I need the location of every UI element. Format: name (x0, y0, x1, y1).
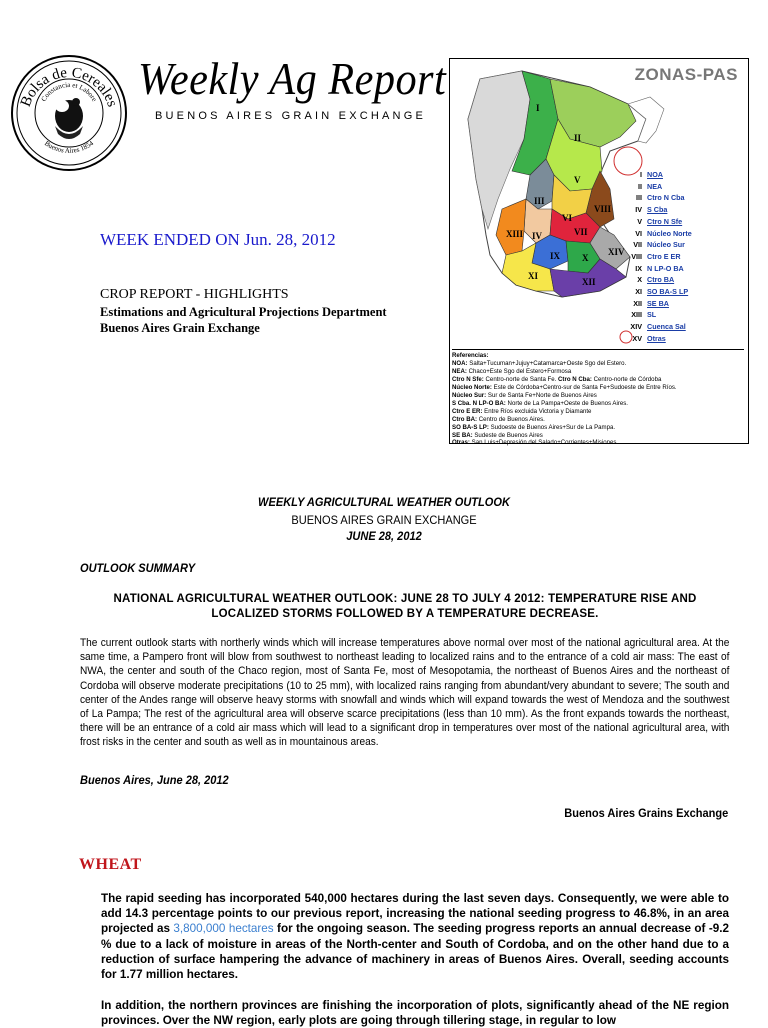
reference-key: SE BA: (452, 431, 473, 439)
legend-numeral: II (638, 181, 642, 191)
legend-numeral: V (637, 216, 642, 226)
legend-numeral: VIII (631, 251, 642, 261)
legend-numeral: X (637, 275, 642, 285)
legend-row (620, 239, 692, 251)
reference-text: Centro-norte de Córdoba (593, 375, 662, 383)
legend-zone-label: Núcleo Sur (647, 240, 685, 250)
outlook-place-date: Buenos Aires, June 28, 2012 (80, 773, 229, 787)
legend-zone-label[interactable]: Ctro N Sfe (647, 216, 683, 226)
wheat-heading: WHEAT (79, 856, 142, 873)
reference-line (452, 384, 744, 392)
legend-numeral: XIV (630, 322, 642, 332)
reference-text: Entre Ríos excluida Victoria y Diamante (484, 407, 592, 415)
legend-zone-label[interactable]: Ctro BA (647, 275, 675, 285)
outlook-headline: NATIONAL AGRICULTURAL WEATHER OUTLOOK: JUNE 28 TO JULY 4 2012: TEMPERATURE RISE AND LOCALIZED STORMS FOLLOWED BY A TEMPERATURE DECREASE. (113, 593, 697, 620)
reference-key: Núcleo Norte: (452, 383, 492, 391)
legend-zone-label: N LP-O BA (647, 263, 684, 273)
legend-zone-label: Ctro N Cba (647, 193, 685, 203)
department-line: Estimations and Agricultural Projections Department (100, 305, 387, 319)
reference-text: Salta+Tucuman+Jujuy+Catamarca+Oeste Sgo del Estero. (469, 359, 627, 367)
wheat-paragraph-1 (101, 891, 729, 982)
legend-row (620, 181, 692, 193)
reference-line (452, 424, 744, 432)
legend-numeral: XV (632, 333, 642, 343)
reference-text: Centro de Buenos Aires. (478, 415, 545, 423)
legend-zone-label: Ctro E ER (647, 251, 681, 261)
reference-key: Ctro E ER: (452, 407, 483, 415)
zone-numeral: IV (532, 231, 543, 241)
legend-numeral: XI (635, 287, 642, 297)
outlook-signature: Buenos Aires Grains Exchange (563, 806, 728, 820)
legend-zone-label[interactable]: SO BA-S LP (647, 287, 689, 297)
seal-text-top: Bolsa de Cereales (17, 64, 121, 109)
reference-text: Este de Córdoba+Centro-sur de Santa Fe+Sudoeste de Entre Ríos. (493, 383, 677, 391)
reference-key: Ctro N Cba: (558, 375, 592, 383)
zone-numeral: II (574, 133, 582, 143)
reference-line (452, 376, 744, 384)
zone-numeral: XII (582, 277, 596, 287)
legend-row (620, 298, 692, 310)
reference-line (452, 392, 744, 400)
zone-numeral: VIII (594, 204, 612, 214)
legend-row (620, 321, 692, 333)
legend-numeral: VI (635, 228, 642, 238)
legend-zone-label: SL (647, 310, 657, 320)
reference-line (452, 416, 744, 424)
outlook-body: The current outlook starts with northerly winds which will increase temperatures above normal over most of the national agricultural area. At the same time, a Pampero front will blow from southwest to northeast leading to localized rains and to the entrance of a cold air mass: The east of NWA, the center and south of the Chaco region, most of Santa Fe, most of Mesopotamia, the northeast of Buenos Aires and the northeast of Cordoba will observe moderate precipitations (10 to 25 mm), with localized rains ranging from abundant/very abundant to severe; The south and center of the Andes range will observe heavy storms with snowfall and winds which will expand towards the west of Mendoza and the southwest of La Pampa; The rest of the agricultural area will observe scarce precipitations (less than 10 mm). As the front expands towards the northeast, there will be an entrance of a cold air mass which will lead to a significant drop in temperatures over most of the national agricultural area, with frost risks in the center and south as well as in mountainous areas. (80, 637, 730, 749)
reference-key: Ctro N Sfe: (452, 375, 484, 383)
reference-line (452, 368, 744, 376)
legend-zone-label[interactable]: NOA (647, 170, 663, 179)
reference-text: Norte de La Pampa+Oeste de Buenos Aires. (507, 399, 628, 407)
reference-text: Sudoeste de Buenos Aires+Sur de La Pampa. (490, 423, 616, 431)
legend-numeral: VII (633, 240, 642, 250)
reference-line (452, 432, 744, 440)
map-references (452, 349, 744, 447)
map-title: ZONAS-PAS (634, 65, 738, 84)
outlook-summary-label: OUTLOOK SUMMARY (80, 561, 196, 575)
zone-numeral: III (534, 196, 545, 206)
report-subtitle: BUENOS AIRES GRAIN EXCHANGE (155, 110, 426, 122)
reference-text: Centro-norte de Santa Fe. (485, 375, 557, 383)
legend-row (620, 309, 692, 321)
zone-numeral: V (574, 175, 581, 185)
legend-zone-label[interactable]: Cuenca Sal (647, 322, 686, 332)
seal-text-motto: Constancia et Labore (39, 80, 99, 103)
reference-text: Sudeste de Buenos Aires (474, 431, 543, 439)
legend-row (620, 169, 692, 181)
legend-row (620, 263, 692, 275)
outlook-date: JUNE 28, 2012 (346, 529, 422, 543)
reference-key: NEA: (452, 367, 467, 375)
legend-zone-label[interactable]: SE BA (647, 298, 669, 308)
zone-numeral: IX (550, 251, 561, 261)
zone-numeral: XI (528, 271, 539, 281)
reference-line (452, 408, 744, 416)
argentina-zones-map (450, 59, 748, 349)
zone-numeral: XIV (608, 247, 625, 257)
legend-numeral: IV (635, 205, 642, 215)
crop-report-heading: CROP REPORT - HIGHLIGHTS (100, 287, 289, 302)
wheat-p1-text: The rapid seeding has incorporated 540,000 hectares during the last seven days. Consequently, we were able to add 14.3 percentage points to our previous report, increasing the national seeding progress to 46.8%, in an area projected as (101, 892, 729, 936)
reference-key: Ctro BA: (452, 415, 478, 423)
zone-numeral: VII (574, 227, 588, 237)
map-legend (620, 169, 692, 345)
legend-row (620, 251, 692, 263)
legend-zone-label[interactable]: Otras (647, 333, 666, 343)
seal-text-bottom: Buenos Aires 1854 (42, 139, 96, 155)
reference-text: Sur de Santa Fe+Norte de Buenos Aires (487, 391, 597, 399)
report-title: Weekly Ag Report (138, 53, 447, 104)
legend-numeral: XIII (631, 310, 642, 320)
refs-title: Referencias: (452, 352, 489, 359)
legend-numeral: IX (635, 263, 642, 273)
legend-numeral: XII (633, 298, 642, 308)
outlook-organization: BUENOS AIRES GRAIN EXCHANGE (291, 513, 477, 527)
zone-numeral: I (536, 103, 540, 113)
legend-row (620, 286, 692, 298)
reference-key: Núcleo Sur: (452, 391, 487, 399)
area-highlight-link[interactable]: 3,800,000 hectares (173, 922, 274, 936)
reference-line (452, 439, 744, 447)
legend-zone-label[interactable]: S Cba (647, 205, 668, 215)
zone-numeral: XIII (506, 229, 524, 239)
reference-key: S Cba. N LP-O BA: (452, 399, 506, 407)
legend-zone-label: NEA (647, 181, 663, 191)
bolsa-de-cereales-seal-logo (10, 54, 128, 172)
legend-zone-label: Núcleo Norte (647, 228, 692, 238)
legend-row (620, 216, 692, 228)
reference-key: SO BA-S LP: (452, 423, 489, 431)
wheat-paragraph-2: In addition, the northern provinces are finishing the incorporation of plots, significantly ahead of the NE region provinces. Over the NW region, early plots are going through tillering stage, in regular to low (101, 999, 729, 1028)
zones-map-panel (449, 58, 749, 447)
legend-row (620, 192, 692, 204)
legend-row (620, 204, 692, 216)
legend-row (620, 333, 692, 345)
legend-numeral: III (636, 193, 642, 203)
organization-line: Buenos Aires Grain Exchange (100, 321, 260, 335)
reference-line (452, 360, 744, 368)
legend-row (620, 274, 692, 286)
reference-key: NOA: (452, 359, 468, 367)
reference-text: San Luis+Depresión del Salado+Corrientes+Misiones (471, 439, 617, 447)
zone-numeral: VI (562, 213, 573, 223)
legend-numeral: I (640, 170, 642, 179)
reference-key: Otras: (452, 439, 470, 447)
wheat-p1-text-cont: for the ongoing season. The seeding progress reports an annual decrease of -9.2 % due to a lack of moisture in areas of the North-center and South of Cordoba, and on the other hand due to a reduction of surface hampering the advance of machinery in areas of Buenos Aires. Overall, seeding accounts for 1.77 million hectares. (101, 922, 729, 982)
legend-row (620, 228, 692, 240)
week-ended-heading: WEEK ENDED ON Jun. 28, 2012 (100, 230, 336, 249)
reference-line (452, 400, 744, 408)
zone-numeral: X (582, 253, 589, 263)
reference-text: Chaco+Este Sgo del Estero+Formosa (468, 367, 572, 375)
outlook-title: WEEKLY AGRICULTURAL WEATHER OUTLOOK (258, 495, 510, 509)
